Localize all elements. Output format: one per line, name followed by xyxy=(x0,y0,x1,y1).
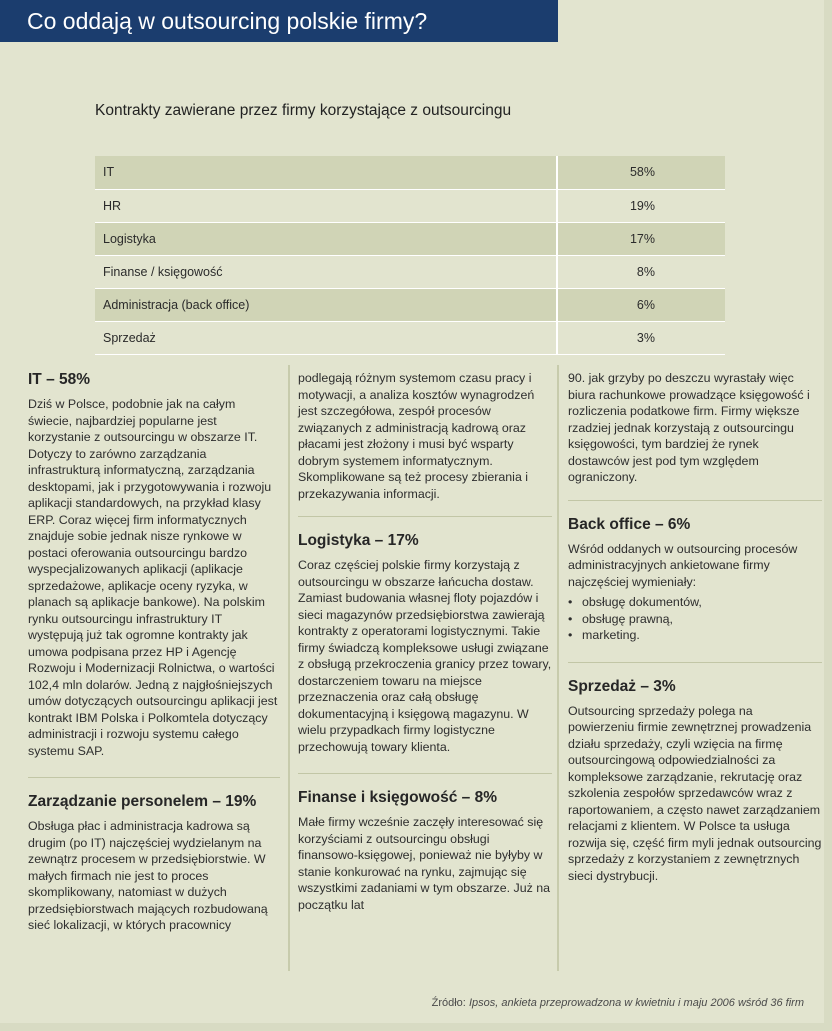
row-label: HR xyxy=(95,189,557,222)
list-item: • obsługę dokumentów, xyxy=(568,594,822,611)
bullet-list xyxy=(568,594,822,644)
section-body: Wśród oddanych w outsourcing procesów administracyjnych ankietowane firmy najczęściej wymieniały: xyxy=(568,541,798,589)
section-separator xyxy=(298,516,552,517)
row-label: Sprzedaż xyxy=(95,321,557,354)
section-hr xyxy=(28,792,280,934)
section-it xyxy=(28,370,280,759)
section-heading: Back office – 6% xyxy=(568,515,691,533)
section-heading: IT – 58% xyxy=(28,371,91,388)
section-body: Obsługa płac i administracja kadrowa są drugim (po IT) najczęściej wydzielanym na zewnątrz procesem w przedsiębiorstwie. W małych firmach nie jest to proces skomplikowany, natomiast w dużych przedsiębiorstwach mających rozbudowaną sieć lokalizacji, w których pracownicy xyxy=(28,819,268,932)
section-heading: Zarządzanie personelem – 19% xyxy=(28,793,257,810)
source-label: Źródło: xyxy=(431,997,466,1009)
column-middle xyxy=(298,370,552,931)
bottom-border xyxy=(0,1023,832,1031)
table-row xyxy=(95,156,725,189)
section-separator xyxy=(568,662,822,663)
row-label: Administracja (back office) xyxy=(95,288,557,321)
table-row xyxy=(95,222,725,255)
section-finanse xyxy=(298,788,552,913)
row-value: 8% xyxy=(557,255,725,288)
table-row xyxy=(95,288,725,321)
row-value: 3% xyxy=(557,321,725,354)
section-continuation: 90. jak grzyby po deszczu wyrastały więc biura rachunkowe prowadzące księgowość i rozliczenia podatkowe firm. Firmy większe rzadziej jednak korzystają z outsourcingu księgowości, tym bardziej że rynek dostawców jest pod tym względem ograniczony. xyxy=(568,371,810,484)
section-logistyka xyxy=(298,531,552,755)
column-right xyxy=(568,370,822,902)
contracts-table xyxy=(95,156,725,355)
table-title: Kontrakty zawierane przez firmy korzystające z outsourcingu xyxy=(95,102,512,119)
row-label: Logistyka xyxy=(95,222,557,255)
section-backoffice xyxy=(568,515,822,644)
section-heading: Sprzedaż – 3% xyxy=(568,677,676,695)
source-note xyxy=(432,997,804,1009)
row-value: 17% xyxy=(557,222,725,255)
table-row xyxy=(95,255,725,288)
right-border xyxy=(824,0,832,1031)
section-heading: Finanse i księgowość – 8% xyxy=(298,789,497,806)
row-label: IT xyxy=(95,156,557,189)
table-row xyxy=(95,189,725,222)
source-text: Ipsos, ankieta przeprowadzona w kwietniu i maju 2006 wśród 36 firm xyxy=(468,997,804,1009)
section-separator xyxy=(28,777,280,778)
row-value: 58% xyxy=(557,156,725,189)
page-title: Co oddają w outsourcing polskie firmy? xyxy=(0,0,558,42)
column-divider xyxy=(557,365,559,971)
list-item: • marketing. xyxy=(568,627,822,644)
section-body: Dziś w Polsce, podobnie jak na całym świecie, najbardziej popularne jest korzystanie z outsourcingu w obszarze IT. Dotyczy to zarówno zarządzania infrastrukturą informatyczną, zarządzania desktopami, jak i przygotowywania i rozwoju aplikacji standardowych, na przykład klasy ERP. Coraz więcej firm informatycznych znajduje sobie jednak nisze rynkowe w postaci oferowania outsourcingu bardzo wyspecjalizowanych aplikacji (aplikacje sprzedażowe, aplikacje oceny ryzyka, w planach są aplikacje bankowe). Na polskim rynku outsourcingu infrastruktury IT występują już tak ogromne kontrakty jak umowa podpisana przez HP i Agencję Rozwoju i Modernizacji Rolnictwa, o wartości 102,4 mln dolarów. Jedną z najgłośniejszych umów dotyczących outsourcingu aplikacji jest kontrakt IBM Polska i Polkomtela dotyczący administracji i rozwoju systemu całego systemu SAP. xyxy=(28,397,278,758)
section-body: Małe firmy wcześnie zaczęły interesować się korzyściami z outsourcingu obsługi finansowo-księgowej, ponieważ nie byłyby w stanie konkurować na rynku, zajmując się wszystkimi zadaniami w tym obszarze. Już na początku lat xyxy=(298,815,551,912)
row-label: Finanse / księgowość xyxy=(95,255,557,288)
section-continuation: podlegają różnym systemom czasu pracy i motywacji, a analiza kosztów wynagrodzeń jest szczegółowa, zespół procesów związanych z administracją kadrową oraz płacami jest złożony i musi być wsparty dobrym systemem informatycznym. Skomplikowane są też procesy zbierania i przekazywania informacji. xyxy=(298,371,535,501)
list-item: • obsługę prawną, xyxy=(568,611,822,628)
section-separator xyxy=(298,773,552,774)
row-value: 6% xyxy=(557,288,725,321)
column-left xyxy=(28,370,280,952)
section-separator xyxy=(568,500,822,501)
column-divider xyxy=(288,365,290,971)
table-row xyxy=(95,321,725,354)
section-sprzedaz xyxy=(568,677,822,885)
section-heading: Logistyka – 17% xyxy=(298,532,419,549)
section-body: Outsourcing sprzedaży polega na powierzeniu firmie zewnętrznej prowadzenia działu sprzedaży, czyli wzięcia na firmę outsourcingową odpowiedzialności za kompleksowe zarządzanie, rekrutację oraz szkolenia zespołów sprzedawców wraz z raportowaniem, a często nawet zarządzaniem relacjami z klientem. W Polsce ta usługa rozwija się, część firm myli jednak outsourcing sprzedaży z korzystaniem z zewnętrznych sieci dystrybucji. xyxy=(568,703,822,883)
row-value: 19% xyxy=(557,189,725,222)
section-body: Coraz częściej polskie firmy korzystają z outsourcingu w obszarze łańcucha dostaw. Zamiast budowania własnej floty pojazdów i sieci magazynów przedsiębiorstwa zawierają kontrakty z operatorami logistycznymi. Takie firmy świadczą kompleksowe usługi związane z obsługą przekroczenia granicy przez towary, dostarczeniem towaru na miejsce przeznaczenia oraz całą obsługę dokumentacyjną i księgową magazynu. W wielu przypadkach firmy logistyczne przechowują towary klienta. xyxy=(298,558,552,754)
